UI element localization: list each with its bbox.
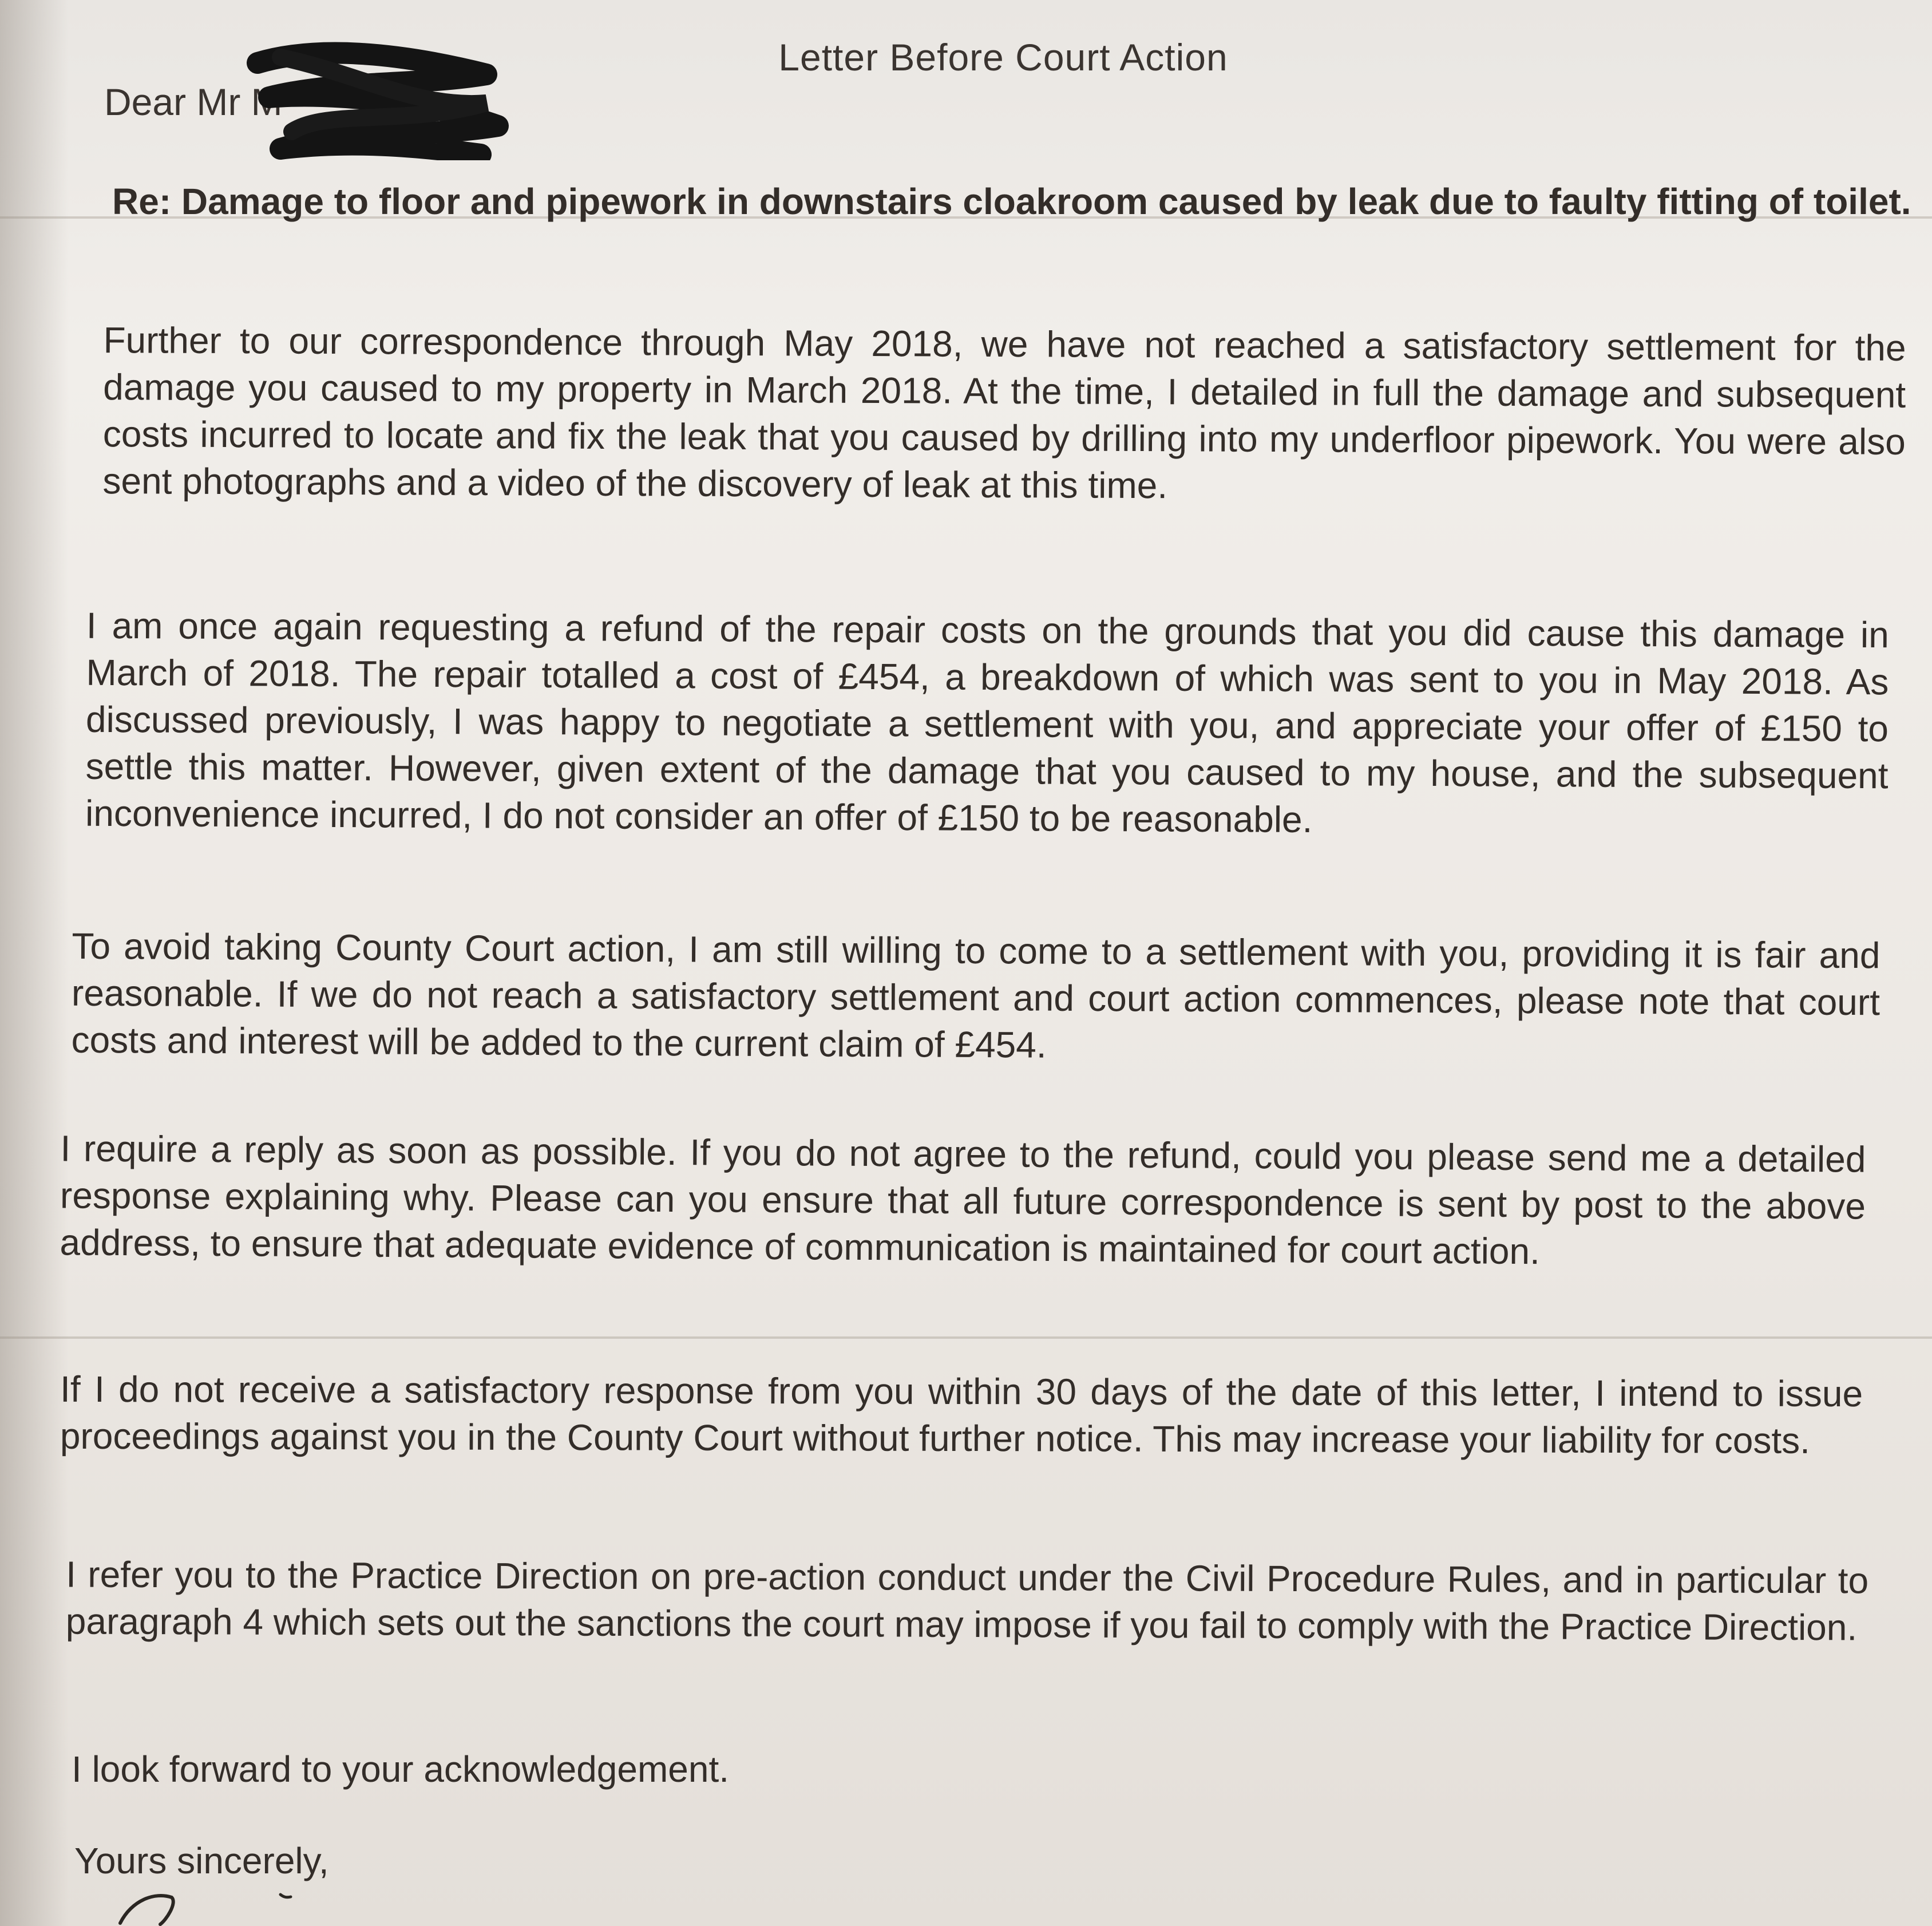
paragraph-1: Further to our correspondence through May 2018, we have not reached a satisfactory settlement for the damage you caused to my property in March 2018. At the time, I detailed in full the damage and subsequent costs incurred to locate and fix the leak that you caused by drilling into my underfloor pipework. You were also sent photographs and a video of the discovery of leak at this time.: [102, 319, 1906, 507]
paper-fold-line: [0, 1336, 1932, 1339]
paragraph-3: To avoid taking County Court action, I am still willing to come to a settlement with you, providing it is fair and reasonable. If we do not reach a satisfactory settlement and court action commences, please note that court costs and interest will be added to the current claim of £454.: [71, 925, 1880, 1066]
subject-line: Re: Damage to floor and pipework in downstairs cloakroom caused by leak due to faulty fitting of toilet.: [112, 181, 1911, 222]
signoff: Yours sincerely,: [74, 1840, 329, 1881]
closing-line: I look forward to your acknowledgement.: [72, 1749, 730, 1790]
paragraph-2: I am once again requesting a refund of the repair costs on the grounds that you did cause this damage in March of 2018. The repair totalled a cost of £454, a breakdown of which was sent to you in May 2018. As discussed previously, I was happy to negotiate a settlement with you, and appreciate your offer of £150 to settle this matter. However, given extent of the damage that you caused to my house, and the subsequent inconvenience incurred, I do not consider an offer of £150 to be reasonable.: [85, 604, 1890, 840]
signature-mark: [109, 1889, 338, 1926]
paragraph-4: I require a reply as soon as possible. If you do not agree to the refund, could you please send me a detailed response explaining why. Please can you ensure that all future correspondence is sent by post to the above address, to ensure that adequate evidence of communication is maintained for court action.: [60, 1128, 1866, 1272]
redaction-scribble: [246, 40, 509, 160]
salutation: Dear Mr M: [104, 81, 283, 123]
paragraph-6: I refer you to the Practice Direction on pre-action conduct under the Civil Procedure Rules, and in particular to paragraph 4 which sets out the sanctions the court may impose if you fail to comply with the Practice Direction.: [65, 1553, 1869, 1648]
letter-title: Letter Before Court Action: [778, 36, 1228, 78]
paragraph-5: If I do not receive a satisfactory response from you within 30 days of the date of this letter, I intend to issue proceedings against you in the County Court without further notice. This may increase your liability for costs.: [60, 1368, 1863, 1461]
